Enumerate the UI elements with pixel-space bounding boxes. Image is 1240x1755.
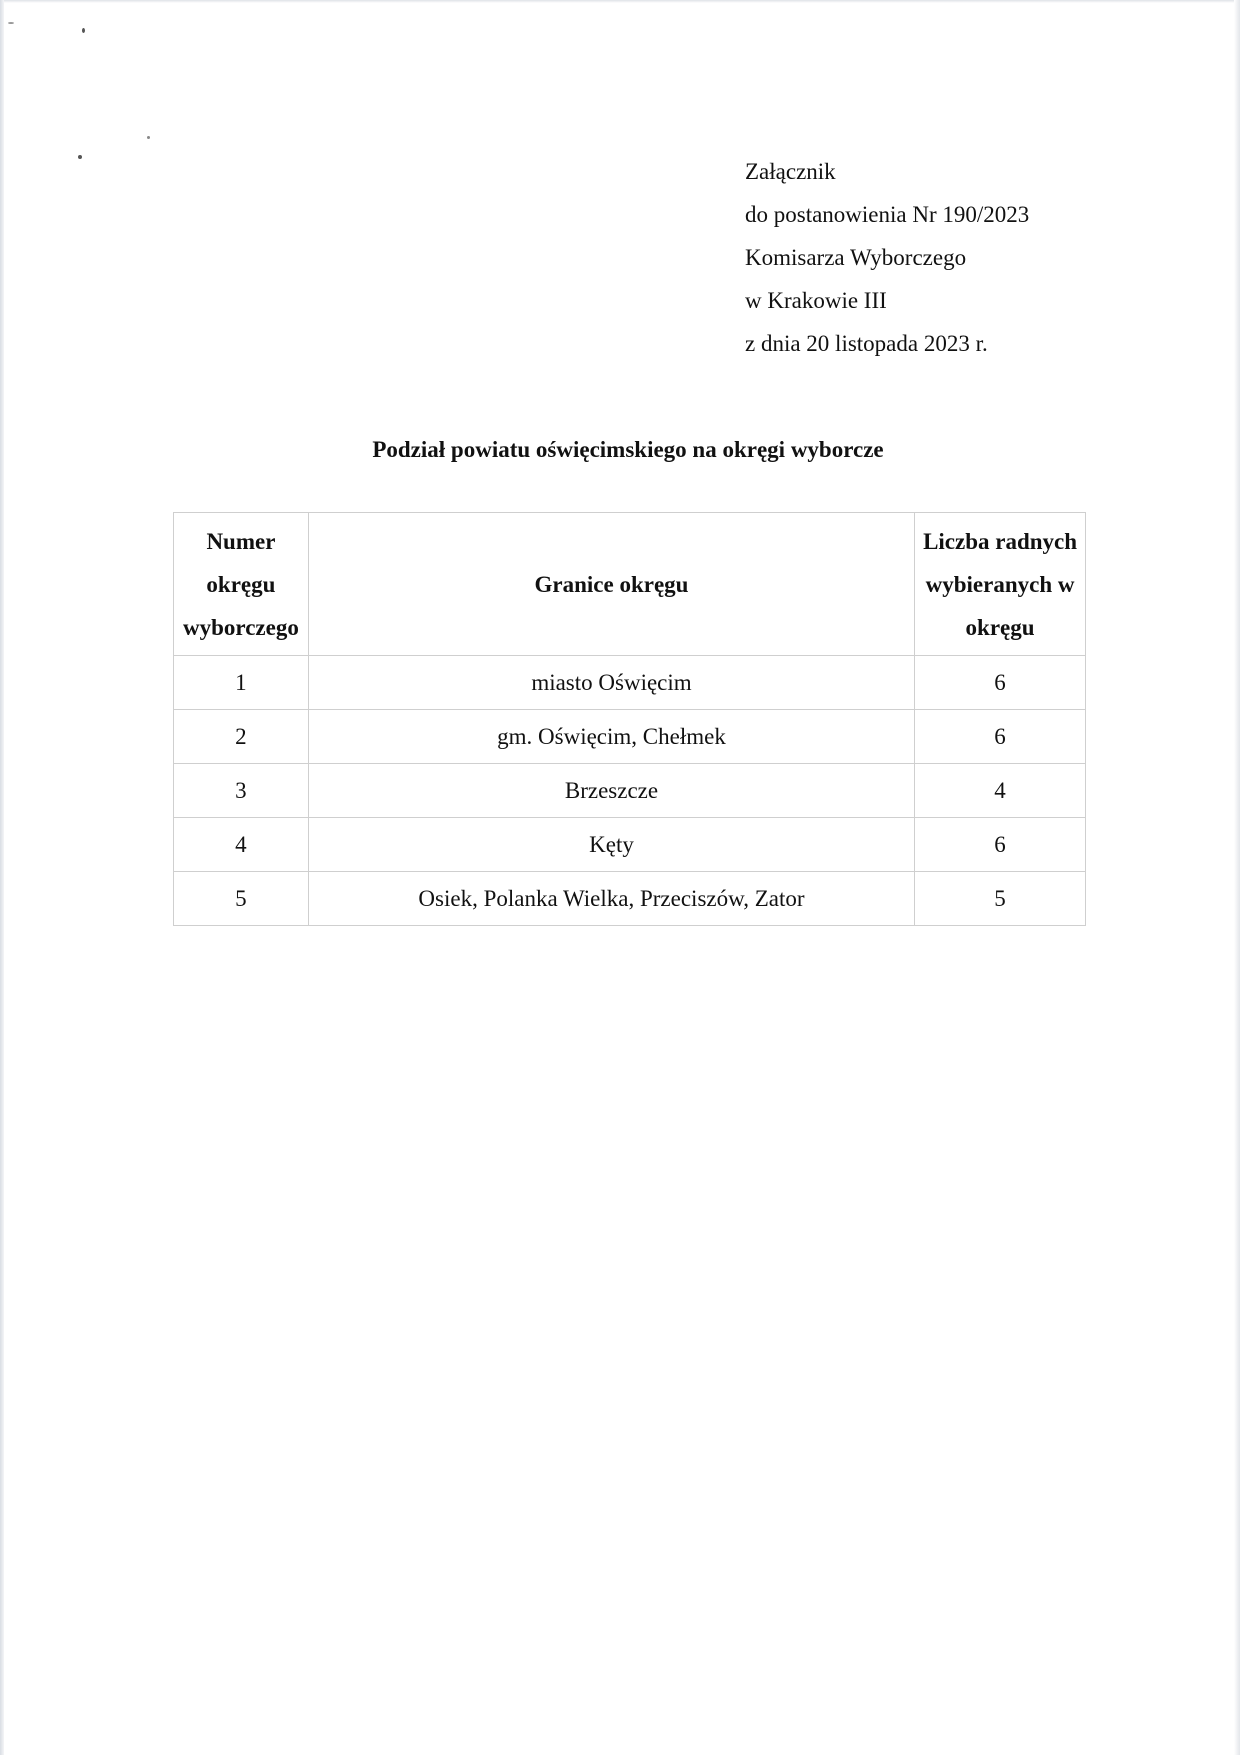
header-district-bounds: Granice okręgu bbox=[308, 513, 914, 656]
scan-edge-right bbox=[1234, 0, 1240, 1755]
district-number: 4 bbox=[174, 818, 309, 872]
district-bounds: gm. Oświęcim, Chełmek bbox=[308, 710, 914, 764]
scan-edge-left bbox=[0, 0, 4, 1755]
commissioner-office: w Krakowie III bbox=[745, 288, 887, 313]
scan-speck bbox=[147, 136, 150, 139]
district-number: 3 bbox=[174, 764, 309, 818]
councillor-count: 5 bbox=[915, 872, 1086, 926]
resolution-date: z dnia 20 listopada 2023 r. bbox=[745, 331, 988, 356]
header-councillor-count: Liczba radnych wybieranych w okręgu bbox=[915, 513, 1086, 656]
district-number: 5 bbox=[174, 872, 309, 926]
table-row bbox=[174, 872, 1086, 926]
district-bounds: Brzeszcze bbox=[308, 764, 914, 818]
table-header-row bbox=[174, 513, 1086, 656]
document-title: Podział powiatu oświęcimskiego na okręgi wyborcze bbox=[372, 437, 884, 462]
district-number: 2 bbox=[174, 710, 309, 764]
table-row bbox=[174, 710, 1086, 764]
councillor-count: 6 bbox=[915, 818, 1086, 872]
councillor-count: 6 bbox=[915, 656, 1086, 710]
resolution-number: do postanowienia Nr 190/2023 bbox=[745, 202, 1030, 227]
councillor-count: 6 bbox=[915, 710, 1086, 764]
district-number: 1 bbox=[174, 656, 309, 710]
districts-table bbox=[173, 512, 1086, 926]
annex-header bbox=[745, 150, 1029, 365]
councillor-count: 4 bbox=[915, 764, 1086, 818]
scan-speck bbox=[78, 155, 82, 159]
annex-label: Załącznik bbox=[745, 159, 836, 184]
scan-speck bbox=[8, 22, 14, 24]
district-bounds: miasto Oświęcim bbox=[308, 656, 914, 710]
district-bounds: Osiek, Polanka Wielka, Przeciszów, Zator bbox=[308, 872, 914, 926]
table-row bbox=[174, 764, 1086, 818]
district-bounds: Kęty bbox=[308, 818, 914, 872]
commissioner: Komisarza Wyborczego bbox=[745, 245, 967, 270]
table-row bbox=[174, 656, 1086, 710]
table-row bbox=[174, 818, 1086, 872]
header-district-number: Numer okręgu wyborczego bbox=[174, 513, 309, 656]
scan-speck bbox=[82, 28, 85, 33]
scan-edge-top bbox=[0, 0, 1240, 3]
